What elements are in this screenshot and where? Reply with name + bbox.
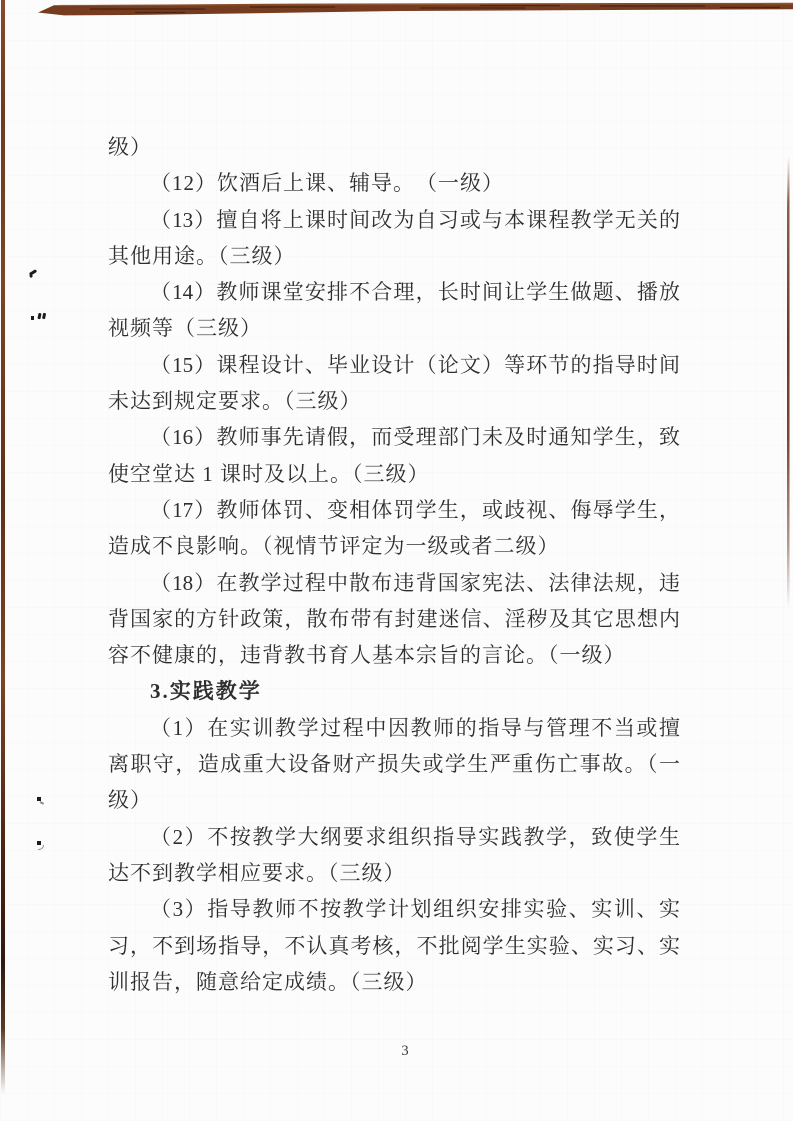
wood-edge-left <box>1 0 5 1094</box>
text-line: （12）饮酒后上课、辅导。 （一级） <box>150 171 504 196</box>
text-line: 训报告，随意给定成绩。（三级） <box>108 969 428 994</box>
text-line: （14）教师课堂安排不合理，长时间让学生做题、播放 <box>150 280 680 305</box>
ink-speck <box>31 316 34 320</box>
text-line: 达不到教学相应要求。（三级） <box>108 860 406 885</box>
text-line: 习，不到场指导，不认真考核，不批阅学生实验、实习、实 <box>108 933 680 958</box>
text-line: 级） <box>108 135 152 159</box>
text-line: （18）在教学过程中散布违背国家宪法、法律法规，违 <box>150 570 680 595</box>
text-line: （1）在实训教学过程中因教师的指导与管理不当或擅 <box>150 715 680 740</box>
text-line: 级） <box>108 788 152 813</box>
text-line: （15）课程设计、毕业设计（论文）等环节的指导时间 <box>150 352 680 377</box>
ink-speck <box>29 269 37 276</box>
text-line: 使空堂达 1 课时及以上。（三级） <box>108 461 430 486</box>
ink-speck <box>37 841 41 845</box>
text-line: 未达到规定要求。（三级） <box>108 389 362 414</box>
text-line: 视频等（三级） <box>108 316 262 341</box>
wood-edge-top <box>0 0 793 20</box>
text-line: （3）指导教师不按教学计划组织安排实验、实训、实 <box>150 897 680 922</box>
section-heading: 3.实践教学 <box>150 679 262 704</box>
text-line: 离职守，造成重大设备财产损失或学生严重伤亡事故。（一 <box>108 752 680 777</box>
text-line: （2）不按教学大纲要求组织指导实践教学，致使学生 <box>150 824 680 849</box>
ink-speck <box>37 797 41 801</box>
text-line: （17）教师体罚、变相体罚学生，或歧视、侮辱学生， <box>150 497 680 522</box>
wood-edge-right <box>787 156 790 608</box>
text-line: 容不健康的，违背教书育人基本宗旨的言论。（一级） <box>108 643 626 668</box>
text-line: （16）教师事先请假，而受理部门未及时通知学生，致 <box>150 425 680 450</box>
text-line: 其他用途。（三级） <box>108 243 296 268</box>
ink-speck <box>37 313 41 319</box>
document-body <box>108 129 680 1000</box>
text-line: 造成不良影响。（视情节评定为一级或者二级） <box>108 534 560 559</box>
page-number: 3 <box>401 1043 409 1059</box>
text-line: （13）擅自将上课时间改为自习或与本课程教学无关的 <box>150 207 680 232</box>
text-line: 背国家的方针政策，散布带有封建迷信、淫秽及其它思想内 <box>108 606 680 631</box>
